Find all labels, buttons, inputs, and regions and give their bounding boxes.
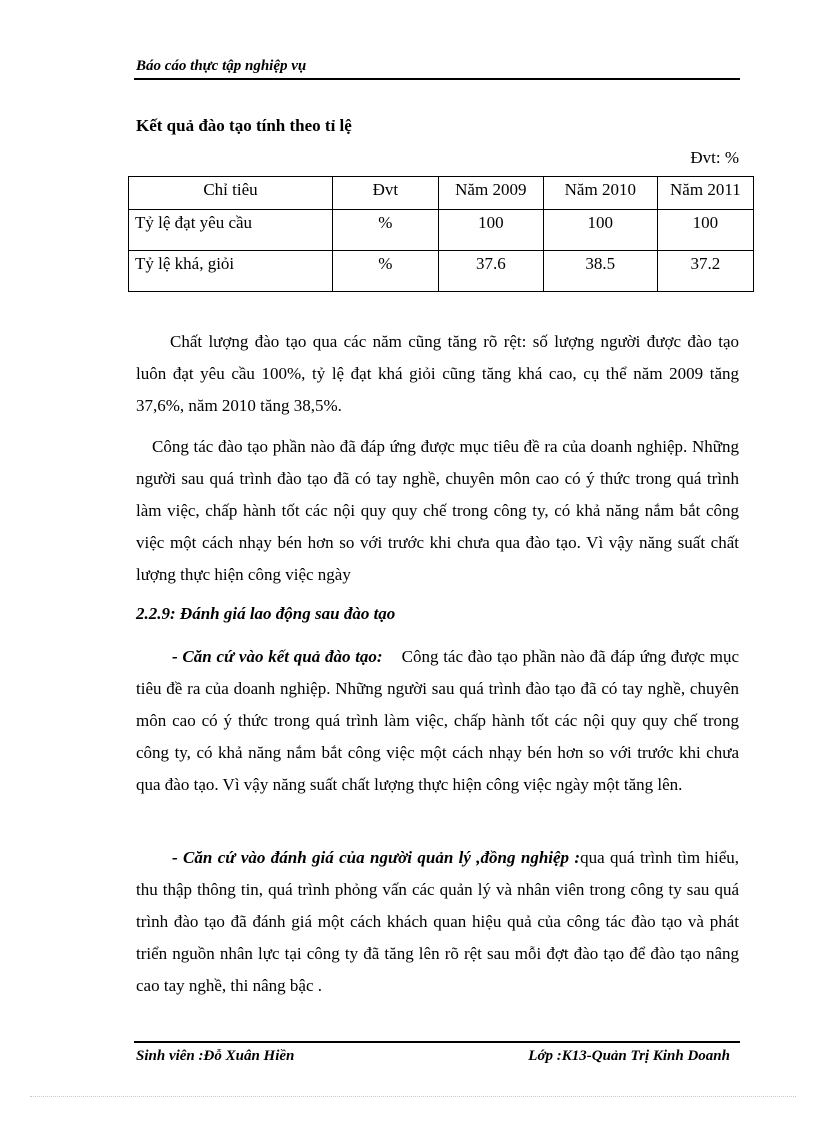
paragraph-body: Công tác đào tạo phần nào đã đáp ứng được mục tiêu đề ra của doanh nghiệp. Những người sau quá trình đào tạo đã có tay nghề, chuyên môn cao có ý thức trong quá trình làm việc, chấp hành tốt các nội quy quy chế trong công ty, có khả năng nắm bắt công việc một cách nhạy bén hơn so với trước khi chưa qua đào tạo. Vì vậy năng suất chất lượng thực hiện công việc ngày một tăng lên. xyxy=(136,647,739,794)
unit-note: Đvt: % xyxy=(690,148,739,167)
table-cell: 100 xyxy=(438,210,543,251)
footer-student: Sinh viên :Đỗ Xuân Hiền xyxy=(136,1048,295,1064)
table-header-cell: Năm 2010 xyxy=(543,177,657,210)
table-cell: Tỷ lệ đạt yêu cầu xyxy=(129,210,333,251)
page-edge-dotted-line xyxy=(30,1096,796,1097)
paragraph-results-basis xyxy=(136,641,739,801)
table-header-cell: Đvt xyxy=(332,177,438,210)
paragraph-training-work: Công tác đào tạo phần nào đã đáp ứng được mục tiêu đề ra của doanh nghiệp. Những người sau quá trình đào tạo đã có tay nghề, chuyên môn cao có ý thức trong quá trình làm việc, chấp hành tốt các nội quy quy chế trong công ty, có khả năng nắm bắt công việc một cách nhạy bén hơn so với trước khi chưa qua đào tạo. Vì vậy năng suất chất lượng thực hiện công việc ngày xyxy=(136,437,739,584)
subsection-heading: 2.2.9: Đánh giá lao động sau đào tạo xyxy=(136,604,396,623)
table-row xyxy=(129,251,754,292)
table-header-cell: Năm 2011 xyxy=(657,177,753,210)
paragraph-body: qua quá trình tìm hiểu, thu thập thông tin, quá trình phỏng vấn các quản lý và nhân viên trong công ty sau quá trình đào tạo đã đánh giá một cách khách quan hiệu quả của công tác đào tạo và phát triển nguồn nhân lực tại công ty đã tăng lên rõ rệt sau mỗi đợt đào tạo để đào tạo nâng cao tay nghề, thi nâng bậc . xyxy=(136,848,739,995)
header-rule xyxy=(134,78,740,80)
table-header-row xyxy=(129,177,754,210)
table-cell: 37.6 xyxy=(438,251,543,292)
table-cell: 38.5 xyxy=(543,251,657,292)
table-cell: % xyxy=(332,251,438,292)
table-cell: % xyxy=(332,210,438,251)
paragraph-lead: - Căn cứ vào kết quả đào tạo: xyxy=(172,647,383,666)
footer-class: Lớp :K13-Quản Trị Kinh Doanh xyxy=(528,1048,730,1064)
footer-rule xyxy=(134,1041,740,1043)
training-results-table xyxy=(128,176,754,292)
table-row xyxy=(129,210,754,251)
paragraph-lead: - Căn cứ vào đánh giá của người quản lý ,đồng nghiệp : xyxy=(172,848,581,867)
table-cell: 37.2 xyxy=(657,251,753,292)
paragraph-quality: Chất lượng đào tạo qua các năm cũng tăng rõ rệt: số lượng người được đào tạo luôn đạt yêu cầu 100%, tỷ lệ đạt khá giỏi cũng tăng khá cao, cụ thể năm 2009 tăng 37,6%, năm 2010 tăng 38,5%. xyxy=(136,332,739,415)
paragraph-manager-evaluation xyxy=(136,842,739,1002)
table-cell: 100 xyxy=(657,210,753,251)
table-header-cell: Năm 2009 xyxy=(438,177,543,210)
running-header: Báo cáo thực tập nghiệp vụ xyxy=(136,58,307,74)
table-cell: 100 xyxy=(543,210,657,251)
table-header-cell: Chỉ tiêu xyxy=(129,177,333,210)
table-cell: Tỷ lệ khá, giỏi xyxy=(129,251,333,292)
section-title: Kết quả đào tạo tính theo tỉ lệ xyxy=(136,116,352,135)
